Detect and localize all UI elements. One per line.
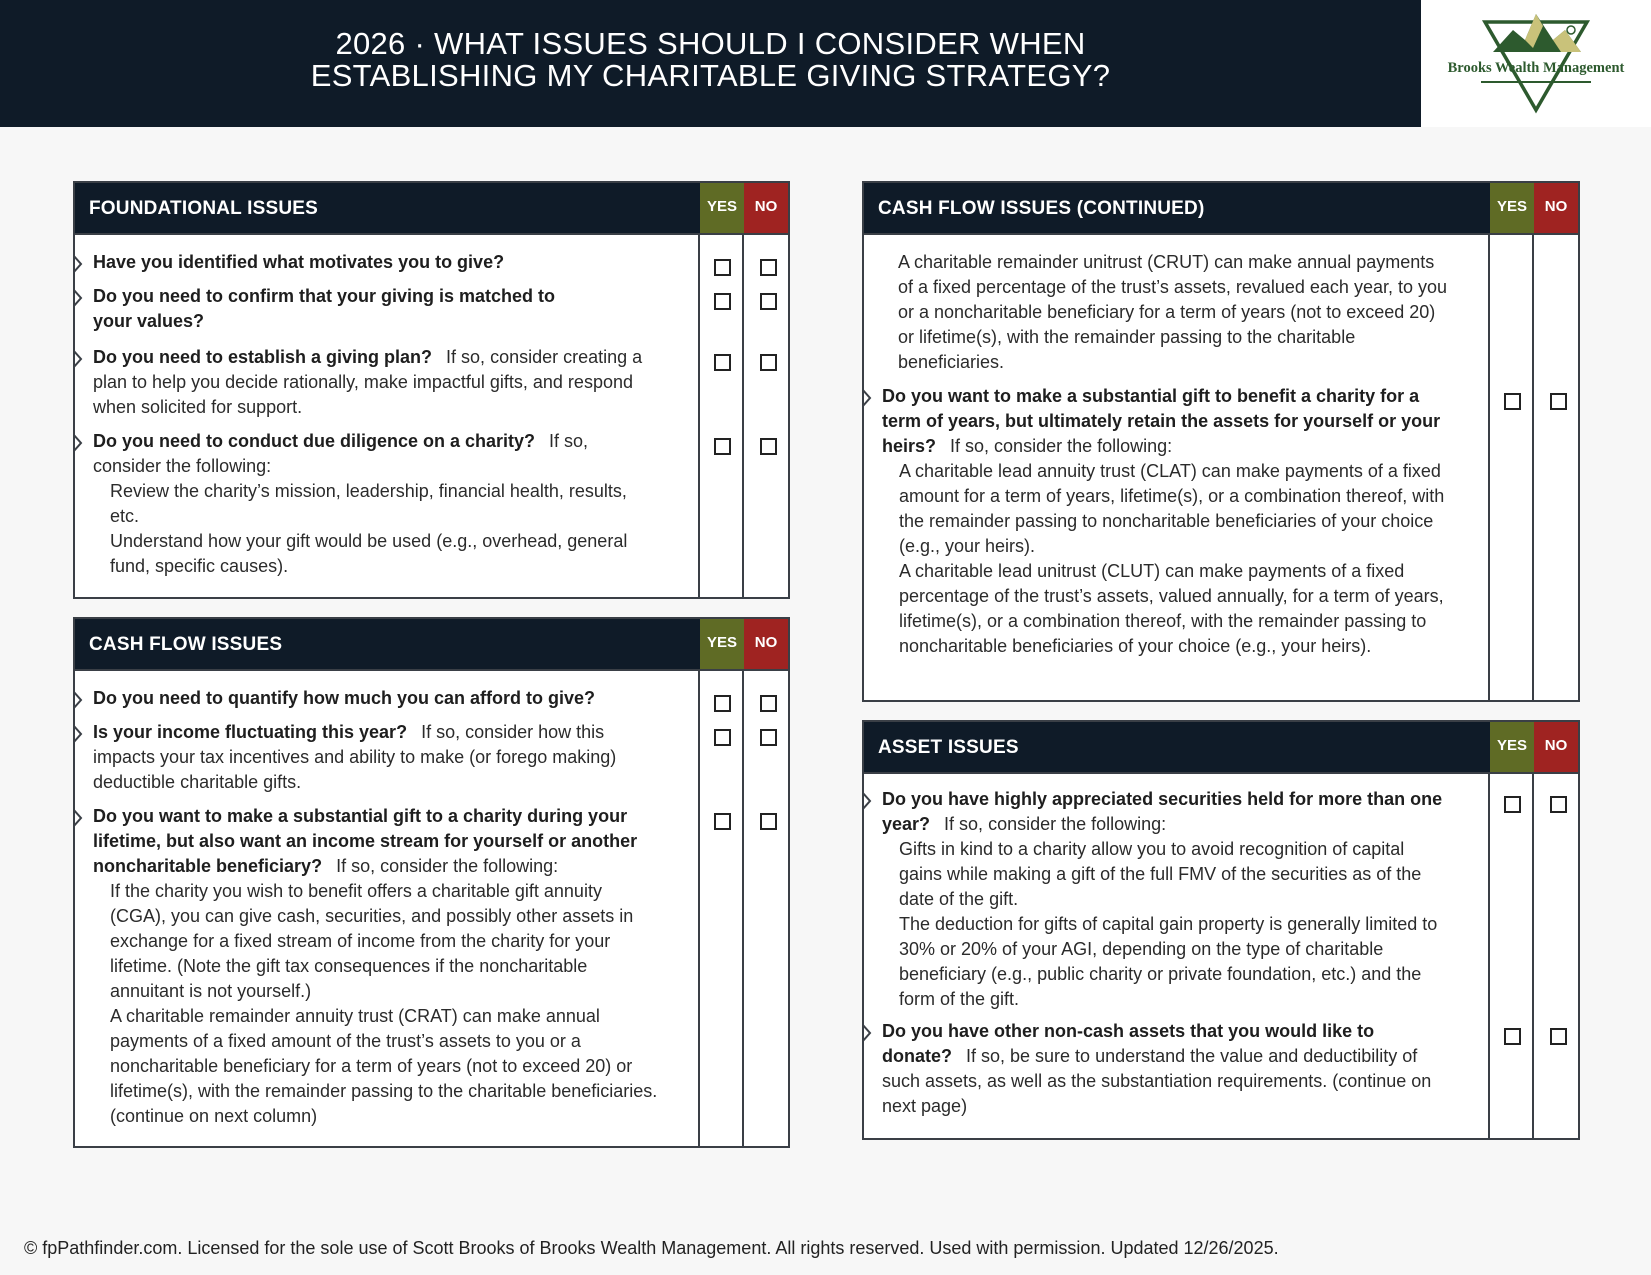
page-title-line-1: 2026 · WHAT ISSUES SHOULD I CONSIDER WHEN [335, 26, 1086, 61]
no-checkbox[interactable] [760, 813, 777, 830]
panel-header [75, 619, 788, 671]
column-divider [742, 233, 744, 597]
chevron-right-icon [862, 1024, 872, 1042]
bullet-item: Understand how your gift would be used (e.g., overhead, general fund, specific causes). [110, 531, 628, 576]
copyright-footer: © fpPathfinder.com. Licensed for the sole use of Scott Brooks of Brooks Wealth Management. All rights reserved. Used with permission. Updated 12/26/2025. [24, 1238, 1279, 1258]
column-divider [1488, 233, 1490, 700]
chevron-right-icon [73, 289, 83, 307]
no-column-header: NO [1534, 183, 1578, 233]
chevron-right-icon [73, 725, 83, 743]
yes-column-header: YES [1490, 183, 1534, 233]
chevron-right-icon [73, 691, 83, 709]
question-non-cash-assets: Do you have other non-cash assets that you would like to donate? If so, be sure to understand the value and deductibility of such assets, as well as the substantiation requirements. (continue on next page) [882, 1021, 1432, 1116]
page-title-line-2: ESTABLISHING MY CHARITABLE GIVING STRATEGY? [310, 58, 1111, 93]
column-divider [1532, 233, 1534, 700]
yes-checkbox[interactable] [714, 438, 731, 455]
yes-checkbox[interactable] [714, 813, 731, 830]
panel-title: CASH FLOW ISSUES (CONTINUED) [878, 198, 1205, 219]
column-divider [1532, 772, 1534, 1138]
panel-header [864, 722, 1578, 774]
cash-flow-continued-panel [862, 181, 1580, 702]
yes-column-header: YES [700, 183, 744, 233]
no-column-header: NO [744, 619, 788, 669]
no-checkbox[interactable] [760, 354, 777, 371]
yes-checkbox[interactable] [1504, 393, 1521, 410]
yes-column-header: YES [1490, 722, 1534, 772]
column-divider [742, 669, 744, 1146]
question-substantial-gift-income: Do you want to make a substantial gift to a charity during your lifetime, but also want an income stream for yourself or another noncharitable beneficiary? If so, consider the following: If the charity you wish to benefit offers a charitable gift annuity (CGA), you can give cash, securities, and possibly other assets in exchange for a fixed stream of income from the charity for your lifetime. (Note the gift tax consequences if the noncharitable annuitant is not yourself.) A charitable remainder annuity trust (CRAT) can make annual payments of a fixed amount of the trust’s assets to you or a noncharitable beneficiary for a term of years (not to exceed 20) or lifetime(s), with the remainder passing to the charitable beneficiaries. (continue on next column) [93, 804, 661, 1129]
chevron-right-icon [862, 792, 872, 810]
yes-checkbox[interactable] [1504, 1028, 1521, 1045]
panel-title: CASH FLOW ISSUES [89, 634, 283, 655]
chevron-right-icon [73, 255, 83, 273]
page-title [0, 28, 1421, 92]
bullet-item: Gifts in kind to a charity allow you to avoid recognition of capital gains while making a gift of the full FMV of the securities as of the date of the gift. [899, 839, 1422, 909]
panel-title: FOUNDATIONAL ISSUES [89, 198, 318, 219]
logo-text: Brooks Wealth Management [1447, 60, 1625, 76]
chevron-right-icon [73, 434, 83, 452]
question-motivation: Have you identified what motivates you to give? [93, 252, 505, 272]
asset-issues-panel [862, 720, 1580, 1140]
yes-column-header: YES [700, 619, 744, 669]
bullet-item: A charitable remainder unitrust (CRUT) can make annual payments of a fixed percentage of the trust’s assets, revalued each year, to you or a noncharitable beneficiary for a term of years (not to exceed 20) or lifetime(s), with the remainder passing to the charitable beneficiaries. [898, 252, 1447, 372]
question-giving-plan: Do you need to establish a giving plan? If so, consider creating a plan to help you decide rationally, make impactful gifts, and respond when solicited for support. [93, 347, 643, 417]
bullet-item: The deduction for gifts of capital gain property is generally limited to 30% or 20% of your AGI, depending on the type of charitable beneficiary (e.g., public charity or private foundation, etc.) and the form of the gift. [899, 914, 1438, 1009]
yes-checkbox[interactable] [714, 259, 731, 276]
no-checkbox[interactable] [1550, 796, 1567, 813]
panel-title: ASSET ISSUES [878, 737, 1019, 758]
chevron-right-icon [73, 809, 83, 827]
panel-header [864, 183, 1578, 235]
no-column-header: NO [744, 183, 788, 233]
column-divider [698, 669, 700, 1146]
question-values: Do you need to confirm that your giving is matched to your values? [93, 286, 556, 331]
no-checkbox[interactable] [760, 438, 777, 455]
no-column-header: NO [1534, 722, 1578, 772]
question-quantify: Do you need to quantify how much you can afford to give? [93, 688, 596, 708]
bullet-item: A charitable lead unitrust (CLUT) can make payments of a fixed percentage of the trust’s assets, valued annually, for a term of years, lifetime(s), or a combination thereof, with the remainder passing to noncharitable beneficiaries of your choice (e.g., your heirs). [899, 561, 1444, 656]
question-due-diligence: Do you need to conduct due diligence on a charity? If so, consider the following: Review the charity’s mission, leadership, financial health, results, etc. Understand how your gift would be used (e.g., overhead, general fund, specific causes). [93, 429, 653, 579]
question-appreciated-securities: Do you have highly appreciated securities held for more than one year? If so, consider the following: Gifts in kind to a charity allow you to avoid recognition of capital gains while making a gift of the full FMV of the securities as of the date of the gift. The deduction for gifts of capital gain property is generally limited to 30% or 20% of your AGI, depending on the type of charitable beneficiary (e.g., public charity or private foundation, etc.) and the form of the gift. [882, 787, 1450, 1012]
header-bar [0, 0, 1421, 127]
no-checkbox[interactable] [760, 293, 777, 310]
panel-header [75, 183, 788, 235]
no-checkbox[interactable] [1550, 393, 1567, 410]
bullet-item: A charitable remainder annuity trust (CRAT) can make annual payments of a fixed amount of the trust’s assets to you or a noncharitable beneficiary for a term of years (not to exceed 20) or lifetime(s), with the remainder passing to the charitable beneficiaries. (continue on next column) [110, 1006, 658, 1126]
no-checkbox[interactable] [760, 729, 777, 746]
question-income-fluctuating: Is your income fluctuating this year? If so, consider how this impacts your tax incentives and ability to make (or forego making) deductible charitable gifts. [93, 722, 617, 792]
chevron-right-icon [73, 350, 83, 368]
bullet-item: A charitable lead annuity trust (CLAT) can make payments of a fixed amount for a term of years, lifetime(s), or a combination thereof, with the remainder passing to noncharitable beneficiaries of your choice (e.g., your heirs). [899, 461, 1445, 556]
column-divider [1488, 772, 1490, 1138]
no-checkbox[interactable] [1550, 1028, 1567, 1045]
chevron-right-icon [862, 389, 872, 407]
bullet-item: Review the charity’s mission, leadership, financial health, results, etc. [110, 481, 627, 526]
yes-checkbox[interactable] [714, 729, 731, 746]
yes-checkbox[interactable] [1504, 796, 1521, 813]
brand-logo [1421, 0, 1651, 127]
question-lead-trust: Do you want to make a substantial gift to benefit a charity for a term of years, but ultimately retain the assets for yourself or your heirs? If so, consider the following: A charitable lead annuity trust (CLAT) can make payments of a fixed amount for a term of years, lifetime(s), or a combination thereof, with the remainder passing to noncharitable beneficiaries of your choice (e.g., your heirs). A charitable lead unitrust (CLUT) can make payments of a fixed percentage of the trust’s assets, valued annually, for a term of years, lifetime(s), or a combination thereof, with the remainder passing to noncharitable beneficiaries of your choice (e.g., your heirs). [882, 384, 1450, 659]
yes-checkbox[interactable] [714, 695, 731, 712]
bullet-item: If the charity you wish to benefit offers a charitable gift annuity (CGA), you can give cash, securities, and possibly other assets in exchange for a fixed stream of income from the charity for your lifetime. (Note the gift tax consequences if the noncharitable annuitant is not yourself.) [110, 881, 634, 1001]
yes-checkbox[interactable] [714, 354, 731, 371]
no-checkbox[interactable] [760, 695, 777, 712]
foundational-issues-panel [73, 181, 790, 599]
column-divider [698, 233, 700, 597]
no-checkbox[interactable] [760, 259, 777, 276]
yes-checkbox[interactable] [714, 293, 731, 310]
cash-flow-issues-panel [73, 617, 790, 1148]
